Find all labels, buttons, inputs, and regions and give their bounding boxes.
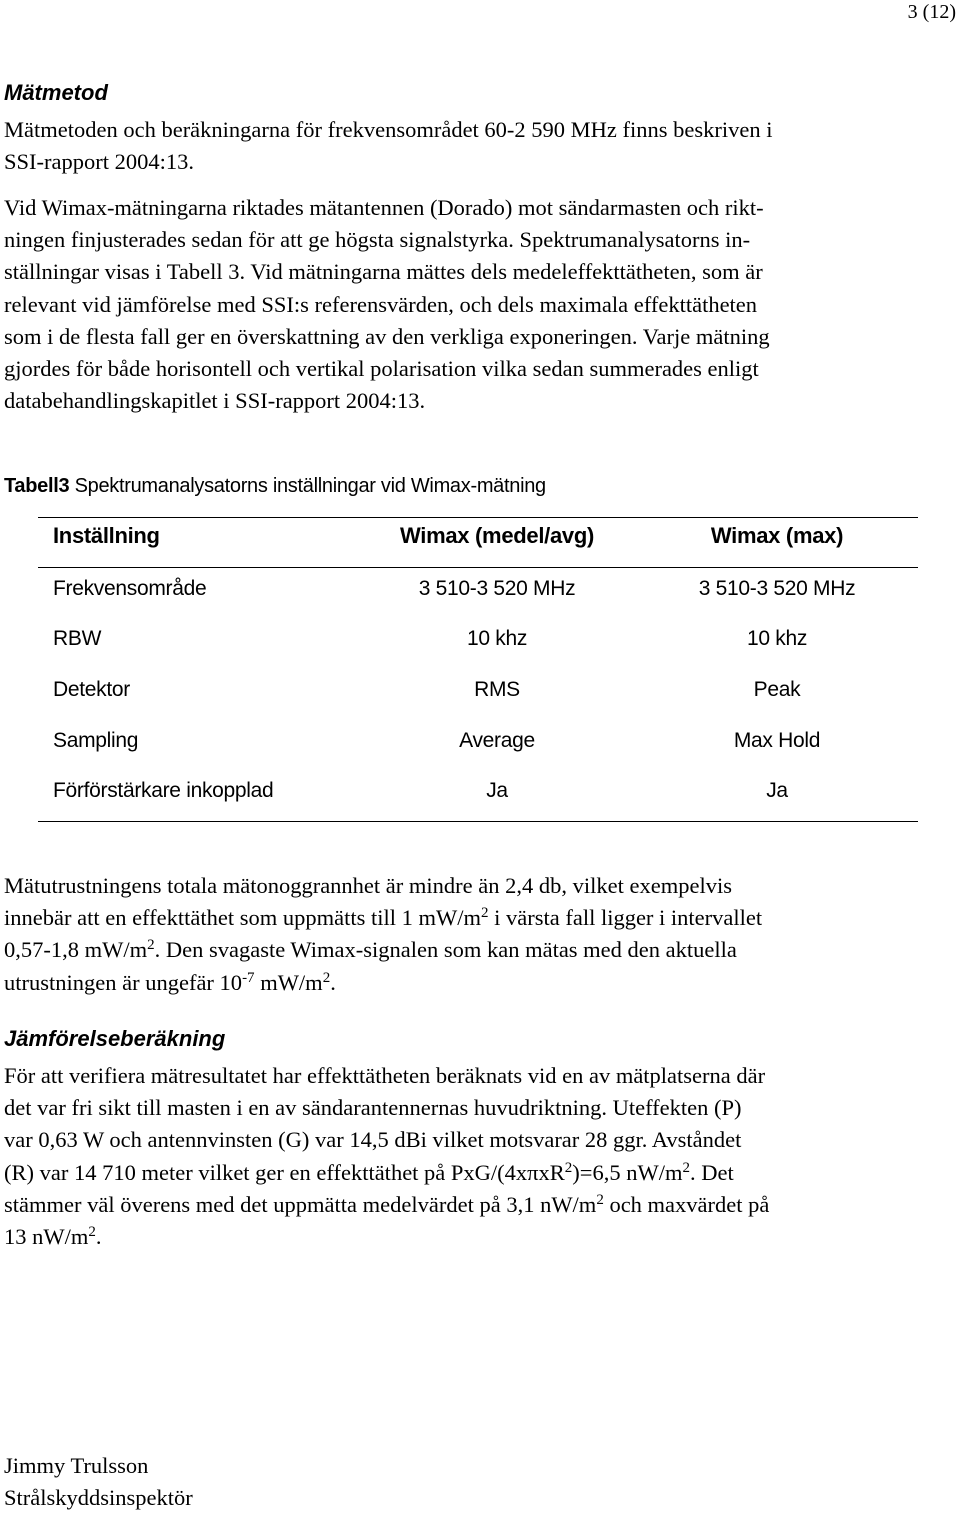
table-caption (4, 472, 546, 500)
table-cell: Ja (766, 779, 788, 802)
table-cell: RBW (53, 627, 102, 650)
table-cell: RMS (474, 678, 520, 701)
table-top-rule (38, 517, 918, 518)
table-cell: Average (459, 729, 535, 752)
table-cell: 3 510-3 520 MHz (698, 577, 856, 600)
paragraph-method-intro: Mätmetoden och beräkningarna för frekvensområdet 60-2 590 MHz finns beskriven i SSI-rapport 2004:13. (4, 117, 773, 175)
table-header-wimax-avg: Wimax (medel/avg) (400, 523, 594, 548)
table-header-wimax-max: Wimax (max) (710, 523, 844, 548)
table-caption-label: Tabell3 (4, 475, 70, 497)
table-cell: Detektor (53, 678, 130, 701)
table-cell: Frekvensområde (53, 577, 207, 600)
paragraph-comparison-calculation: För att verifiera mätresultatet har effekttätheten beräknats vid en av mätplatserna där det var fri sikt till masten i en av sändarantennernas huvudriktning. Uteffekten (P) var 0,63 W och antennvinsten (G) var 14,5 dBi vilket motsvarar 28 ggr. Avståndet (R) var 14 710 meter vilket ger en effekttäthet på PxG/(4xπxR$^2$)=6,5 $nW/m^2$. Det stämmer väl överens med det uppmätta medelvärdet på 3,1 $nW/m^2$ och maxvärdet på 13 $nW/m^2$. (4, 1063, 770, 1250)
table-caption-text: Spektrumanalysatorns inställningar vid Wimax-mätning (69, 475, 546, 497)
table-cell: 3 510-3 520 MHz (418, 577, 576, 600)
table-cell: Ja (486, 779, 508, 802)
table-cell: 10 khz (466, 627, 528, 650)
signature-name: Jimmy Trulsson (4, 1453, 149, 1478)
table-header-setting: Inställning (53, 523, 160, 548)
page-number: 3 (12) (907, 1, 956, 23)
section-heading-jamforelseberakning: Jämförelseberäkning (4, 1026, 226, 1051)
table-cell: Förförstärkare inkopplad (53, 779, 274, 802)
table-bottom-rule (38, 821, 918, 822)
table-header-rule (38, 567, 918, 568)
signature-title: Strålskyddsinspektör (4, 1485, 193, 1510)
table-cell: Peak (753, 678, 801, 701)
paragraph-measurement-uncertainty: Mätutrustningens totala mätonoggrannhet är mindre än 2,4 db, vilket exempelvis innebär att en effekttäthet som uppmätts till 1 $mW/m^2$ i värsta fall ligger i intervallet 0,57-1,8 $mW/m^2$. Den svagaste Wimax-signalen som kan mätas med den aktuella utrustningen är ungefär $10^{-7}$ $mW/m^2$. (4, 873, 763, 995)
section-heading-matmetod: Mätmetod (4, 80, 108, 105)
table-cell: Max Hold (733, 729, 821, 752)
paragraph-wimax-measurement: Vid Wimax-mätningarna riktades mätantennen (Dorado) mot sändarmasten och rikt- ningen finjusterades sedan för att ge högsta signalstyrka. Spektrumanalysatorns in- ställningar visas i Tabell 3. Vid mätningarna mättes dels medeleffekttätheten, som är relevant vid jämförelse med SSI:s referensvärden, och dels maximala effekttätheten som i de flesta fall ger en överskattning av den verkliga exponeringen. Varje mätning gjordes för både horisontell och vertikal polarisation vilka sedan summerades enligt databehandlingskapitlet i SSI-rapport 2004:13. (4, 195, 770, 414)
table-cell: Sampling (53, 729, 139, 752)
table-cell: 10 khz (746, 627, 808, 650)
